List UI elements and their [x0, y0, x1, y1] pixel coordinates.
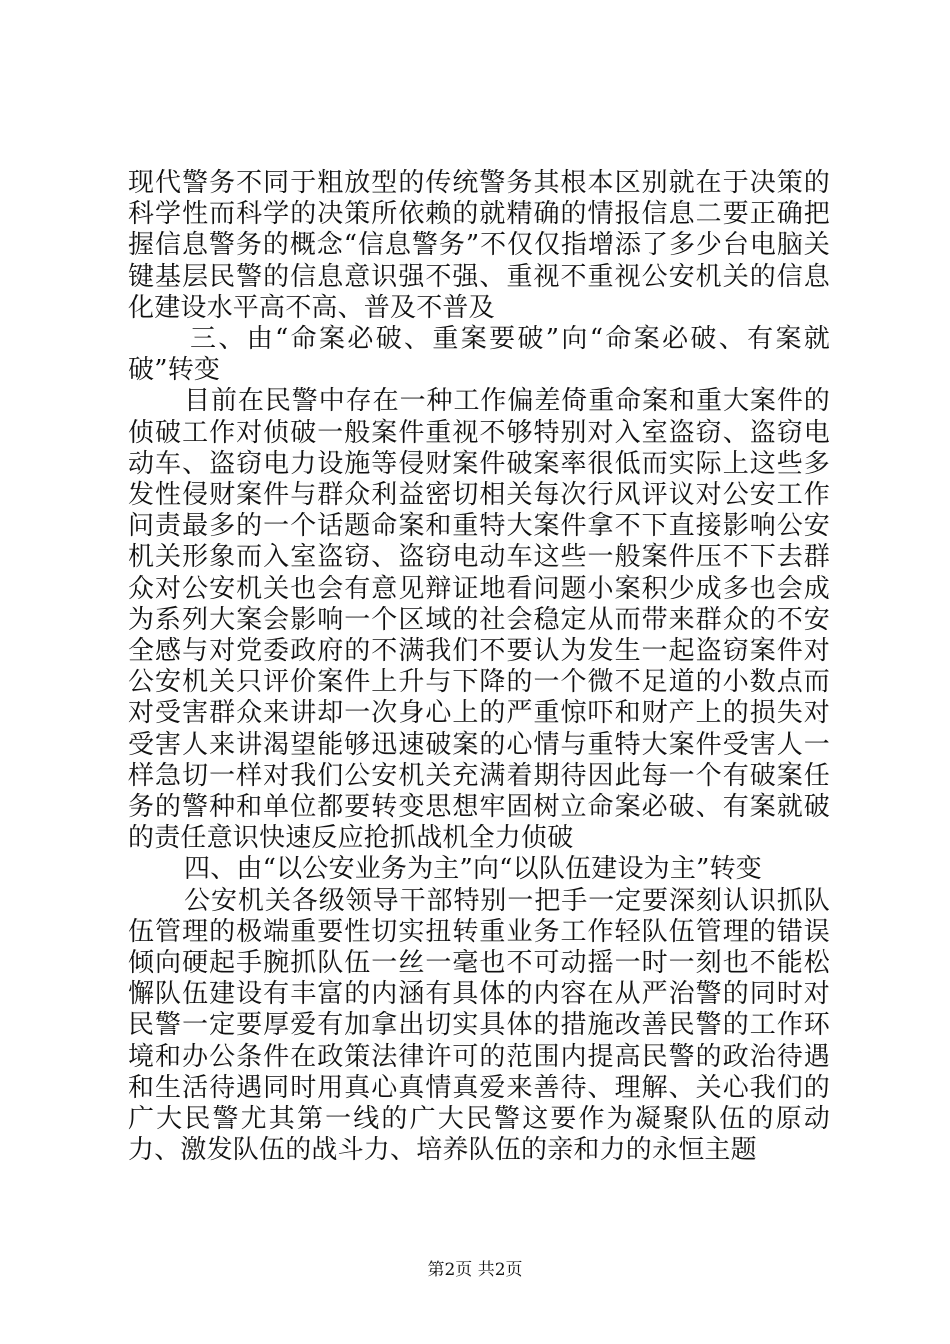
paragraph-team-building: 公安机关各级领导干部特别一把手一定要深刻认识抓队伍管理的极端重要性切实扭转重业务工作轻队伍管理的错误倾向硬起手腕抓队伍一丝一毫也不可动摇一时一刻也不能松懈队伍建设有丰富的内涵有具体的内容在从严治警的同时对民警一定要厚爱有加拿出切实具体的措施改善民警的工作环境和办公条件在政策法律许可的范围内提高民警的政治待遇和生活待遇同时用真心真情真爱来善待、理解、关心我们的广大民警尤其第一线的广大民警这要作为凝聚队伍的原动力、激发队伍的战斗力、培养队伍的亲和力的永恒主题 [128, 885, 830, 1166]
document-body [128, 168, 830, 1167]
section-heading-three: 三、由“命案必破、重案要破”向“命案必破、有案就破”转变 [128, 324, 830, 386]
paragraph-information-policing: 现代警务不同于粗放型的传统警务其根本区别就在于决策的科学性而科学的决策所依赖的就精确的情报信息二要正确把握信息警务的概念“信息警务”不仅仅指增添了多少台电脑关键基层民警的信息意识强不强、重视不重视公安机关的信息化建设水平高不高、普及不普及 [128, 168, 830, 323]
section-heading-four: 四、由“以公安业务为主”向“以队伍建设为主”转变 [184, 854, 762, 885]
page-number-footer: 第2页 共2页 [427, 1260, 523, 1280]
paragraph-case-solving: 目前在民警中存在一种工作偏差倚重命案和重大案件的侦破工作对侦破一般案件重视不够特别对入室盗窃、盗窃电动车、盗窃电力设施等侵财案件破案率很低而实际上这些多发性侵财案件与群众利益密切相关每次行风评议对公安工作问责最多的一个话题命案和重特大案件拿不下直接影响公安机关形象而入室盗窃、盗窃电动车这些一般案件压不下去群众对公安机关也会有意见辩证地看问题小案积少成多也会成为系列大案会影响一个区域的社会稳定从而带来群众的不安全感与对党委政府的不满我们不要认为发生一起盗窃案件对公安机关只评价案件上升与下降的一个微不足道的小数点而对受害群众来讲却一次身心上的严重惊吓和财产上的损失对受害人来讲渴望能够迅速破案的心情与重特大案件受害人一样急切一样对我们公安机关充满着期待因此每一个有破案任务的警种和单位都要转变思想牢固树立命案必破、有案就破的责任意识快速反应抢抓战机全力侦破 [128, 386, 830, 854]
